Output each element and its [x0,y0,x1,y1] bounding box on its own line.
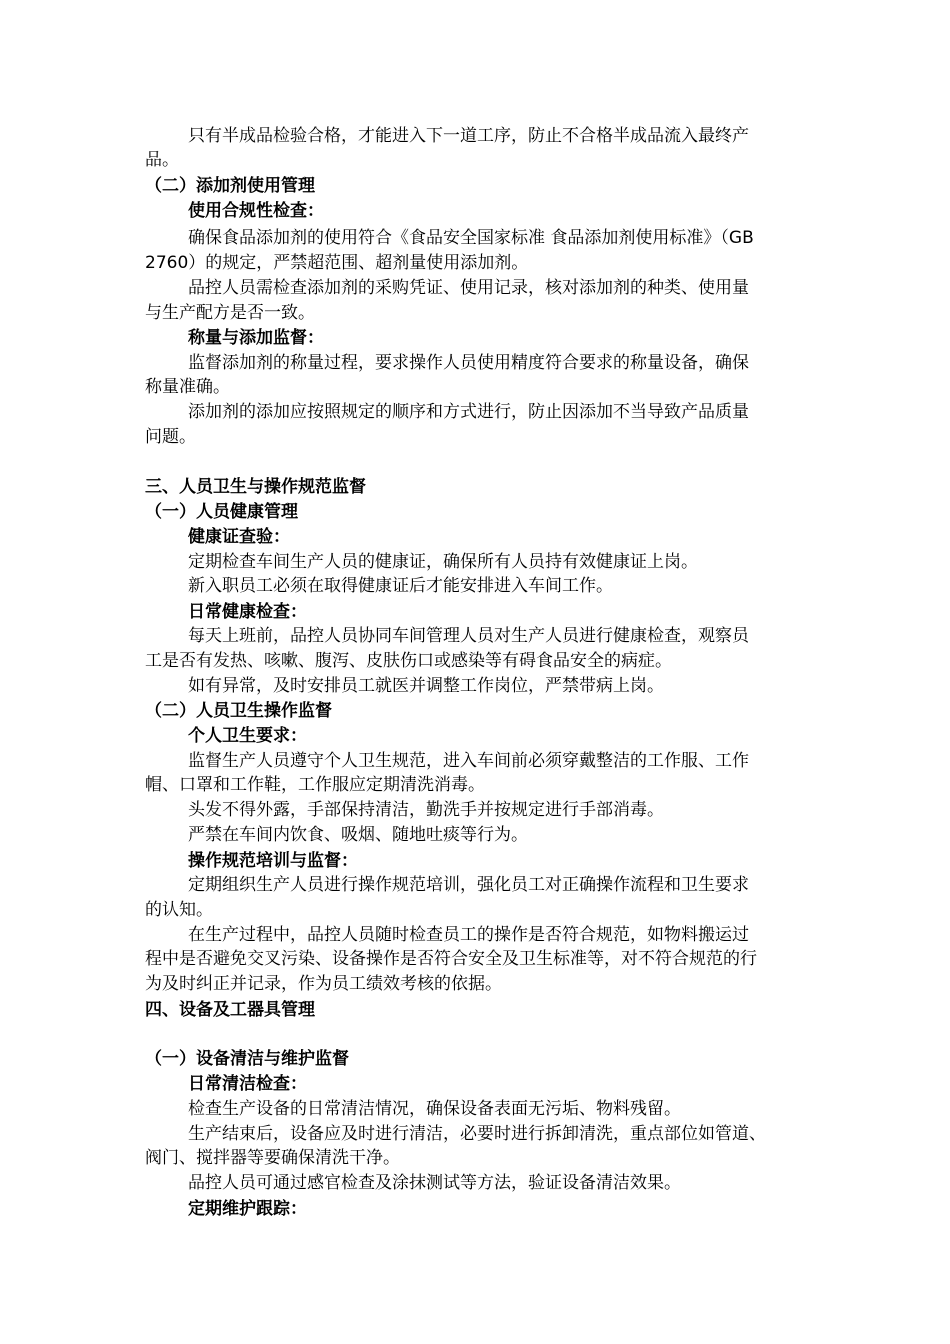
paragraph-line: 称量准确。 [145,377,230,397]
paragraph-line: 监督生产人员遵守个人卫生规范，进入车间前必须穿戴整洁的工作服、工作 [188,751,749,771]
section-heading: （二）添加剂使用管理 [145,176,315,196]
paragraph-line: 工是否有发热、咳嗽、腹泻、皮肤伤口或感染等有碍食品安全的病症。 [145,651,672,671]
paragraph-line: 品控人员可通过感官检查及涂抹测试等方法，验证设备清洁效果。 [188,1173,681,1193]
section-heading: 定期维护跟踪： [188,1199,307,1219]
paragraph-line: 检查生产设备的日常清洁情况，确保设备表面无污垢、物料残留。 [188,1099,681,1119]
section-heading: 操作规范培训与监督： [188,851,358,871]
paragraph-line: 添加剂的添加应按照规定的顺序和方式进行，防止因添加不当导致产品质量 [188,402,749,422]
section-heading: 称量与添加监督： [188,328,324,348]
paragraph-line: 与生产配方是否一致。 [145,303,315,323]
paragraph-line: 严禁在车间内饮食、吸烟、随地吐痰等行为。 [188,825,528,845]
paragraph-line: 只有半成品检验合格，才能进入下一道工序，防止不合格半成品流入最终产 [188,126,749,146]
section-heading: （一）人员健康管理 [145,502,298,522]
paragraph-line: 每天上班前，品控人员协同车间管理人员对生产人员进行健康检查，观察员 [188,626,749,646]
section-heading: 使用合规性检查： [188,201,324,221]
section-heading: 四、设备及工器具管理 [145,1000,315,1020]
paragraph-line: 程中是否避免交叉污染、设备操作是否符合安全及卫生标准等，对不符合规范的行 [145,949,757,969]
paragraph-line: 阀门、搅拌器等要确保清洗干净。 [145,1148,400,1168]
paragraph-line: 定期组织生产人员进行操作规范培训，强化员工对正确操作流程和卫生要求 [188,875,749,895]
paragraph-line: 在生产过程中，品控人员随时检查员工的操作是否符合规范，如物料搬运过 [188,925,749,945]
section-heading: 三、人员卫生与操作规范监督 [145,477,366,497]
paragraph-line: 头发不得外露，手部保持清洁，勤洗手并按规定进行手部消毒。 [188,800,664,820]
paragraph-line: 定期检查车间生产人员的健康证，确保所有人员持有效健康证上岗。 [188,552,698,572]
paragraph-line: 如有异常，及时安排员工就医并调整工作岗位，严禁带病上岗。 [188,676,664,696]
section-heading: （一）设备清洁与维护监督 [145,1049,349,1069]
paragraph-line: 问题。 [145,427,196,447]
section-heading: （二）人员卫生操作监督 [145,701,332,721]
paragraph-line: 确保食品添加剂的使用符合《食品安全国家标准 食品添加剂使用标准》（GB [188,228,754,248]
paragraph-line: 2760）的规定，严禁超范围、超剂量使用添加剂。 [145,253,529,273]
section-heading: 健康证查验： [188,527,290,547]
section-heading: 日常健康检查： [188,602,307,622]
section-heading: 日常清洁检查： [188,1074,307,1094]
paragraph-line: 监督添加剂的称量过程，要求操作人员使用精度符合要求的称量设备，确保 [188,353,749,373]
section-heading: 个人卫生要求： [188,726,307,746]
paragraph-line: 生产结束后，设备应及时进行清洁，必要时进行拆卸清洗，重点部位如管道、 [188,1124,766,1144]
paragraph-line: 新入职员工必须在取得健康证后才能安排进入车间工作。 [188,576,613,596]
paragraph-line: 品。 [145,150,179,170]
paragraph-line: 的认知。 [145,900,213,920]
paragraph-line: 品控人员需检查添加剂的采购凭证、使用记录，核对添加剂的种类、使用量 [188,278,749,298]
paragraph-line: 帽、口罩和工作鞋，工作服应定期清洗消毒。 [145,775,485,795]
paragraph-line: 为及时纠正并记录，作为员工绩效考核的依据。 [145,974,502,994]
